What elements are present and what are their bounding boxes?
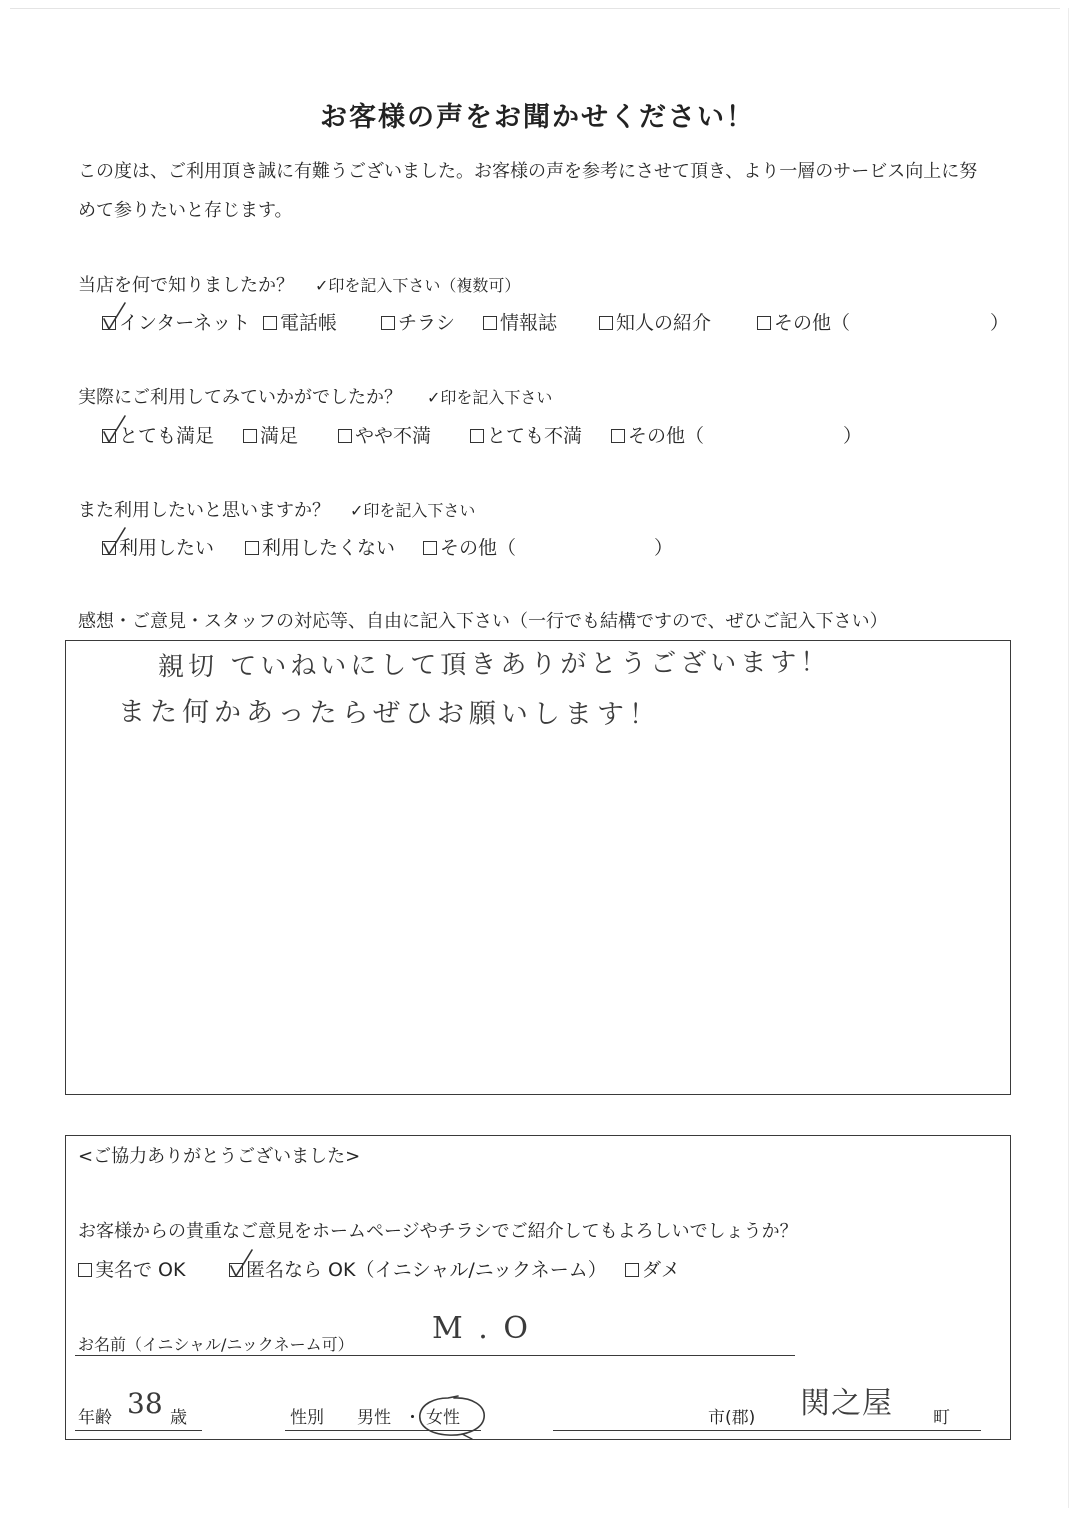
handwritten-age: 38 xyxy=(127,1387,163,1420)
comments-label: 感想・ご意見・スタッフの対応等、自由に記入下さい（一行でも結構ですので、ぜひご記入下さい） xyxy=(78,611,888,632)
option-label: その他 xyxy=(440,537,498,559)
checkbox[interactable] xyxy=(102,541,116,555)
checkbox[interactable] xyxy=(483,316,497,330)
option-label: 知人の紹介 xyxy=(616,312,712,334)
age-field-line[interactable] xyxy=(75,1430,202,1431)
option-will-not-use-again[interactable] xyxy=(245,539,395,558)
option-label: ダメ xyxy=(642,1259,681,1281)
checkbox[interactable] xyxy=(245,541,259,555)
question-1-label: 当店を何で知りましたか？ xyxy=(78,275,294,296)
checkbox[interactable] xyxy=(470,429,484,443)
option-phonebook[interactable] xyxy=(263,314,337,333)
option-label: チラシ xyxy=(398,312,456,334)
handwritten-checkmark-icon xyxy=(228,1249,254,1279)
checkbox[interactable] xyxy=(381,316,395,330)
checkbox[interactable] xyxy=(229,1263,243,1277)
option-label: 実名で OK xyxy=(95,1259,186,1281)
checkbox[interactable] xyxy=(243,429,257,443)
scan-edge xyxy=(10,8,1060,9)
option-label: 利用したい xyxy=(119,537,215,559)
handwritten-checkmark-icon xyxy=(101,415,127,445)
option-no[interactable] xyxy=(625,1261,680,1280)
checkbox[interactable] xyxy=(78,1263,92,1277)
handwritten-town: 関之屋 xyxy=(800,1386,893,1421)
option-label: その他 xyxy=(774,312,832,334)
checkbox[interactable] xyxy=(599,316,613,330)
handwritten-checkmark-icon xyxy=(101,302,127,332)
paren-open: （ xyxy=(497,537,517,559)
handwritten-circle-icon xyxy=(414,1392,490,1440)
name-label: お名前（イニシャル/ニックネーム可） xyxy=(78,1335,354,1354)
paren-close: ） xyxy=(654,537,674,559)
option-label: とても不満 xyxy=(487,425,583,447)
option-flyer[interactable] xyxy=(381,314,455,333)
city-label: 市(郡) xyxy=(708,1408,756,1428)
handwritten-comment-line-1: 親切 ていねいにして頂きありがとうございます！ xyxy=(157,647,831,683)
checkbox[interactable] xyxy=(611,429,625,443)
question-2-hint: ✓印を記入下さい xyxy=(427,388,553,407)
option-very-satisfied[interactable] xyxy=(102,427,214,446)
intro-line-1: この度は、ご利用頂き誠に有難うございました。お客様の声を参考にさせて頂き、より一層のサービス向上に努 xyxy=(78,161,978,182)
question-2-label: 実際にご利用してみていかがでしたか？ xyxy=(78,387,402,408)
name-field-line[interactable] xyxy=(75,1355,795,1356)
checkbox[interactable] xyxy=(423,541,437,555)
option-satisfied[interactable] xyxy=(243,427,298,446)
intro-line-2: めて参りたいと存じます。 xyxy=(78,200,293,221)
option-label: その他 xyxy=(628,425,686,447)
option-other[interactable] xyxy=(611,427,704,446)
paren-open: （ xyxy=(685,425,705,447)
option-very-dissatisfied[interactable] xyxy=(470,427,582,446)
page-title: お客様の声をお聞かせください！ xyxy=(320,102,755,133)
thanks-text: <ご協力ありがとうございました> xyxy=(78,1146,361,1167)
option-other[interactable] xyxy=(423,539,516,558)
checkbox[interactable] xyxy=(625,1263,639,1277)
gender-option-female[interactable]: 女性 xyxy=(426,1408,460,1428)
question-3-hint: ✓印を記入下さい xyxy=(350,501,476,520)
paren-open: （ xyxy=(831,312,851,334)
paren-close: ） xyxy=(843,425,863,447)
option-label: とても満足 xyxy=(119,425,215,447)
city-field-line[interactable] xyxy=(553,1430,981,1431)
option-will-use-again[interactable] xyxy=(102,539,214,558)
checkbox[interactable] xyxy=(338,429,352,443)
question-1-hint: ✓印を記入下さい（複数可） xyxy=(315,276,521,295)
paren-close: ） xyxy=(990,312,1010,334)
age-label: 年齢 xyxy=(78,1408,112,1428)
age-unit: 歳 xyxy=(170,1408,187,1428)
handwritten-checkmark-icon xyxy=(101,527,127,557)
option-somewhat-dissatisfied[interactable] xyxy=(338,427,431,446)
handwritten-comment-line-2: また何かあったらぜひお願いします！ xyxy=(117,696,661,731)
checkbox[interactable] xyxy=(102,316,116,330)
checkbox[interactable] xyxy=(102,429,116,443)
option-label: 電話帳 xyxy=(280,312,338,334)
gender-separator: ・ xyxy=(404,1408,421,1428)
option-real-name-ok[interactable] xyxy=(78,1261,185,1280)
option-label: 満足 xyxy=(260,425,299,447)
option-label: やや不満 xyxy=(355,425,432,447)
checkbox[interactable] xyxy=(263,316,277,330)
gender-option-male[interactable]: 男性 xyxy=(357,1408,391,1428)
checkbox[interactable] xyxy=(757,316,771,330)
option-label: 利用したくない xyxy=(262,537,396,559)
scan-edge xyxy=(1068,8,1069,1508)
gender-label: 性別 xyxy=(290,1408,324,1428)
gender-field-line xyxy=(285,1430,481,1431)
option-other[interactable] xyxy=(757,314,850,333)
option-referral[interactable] xyxy=(599,314,711,333)
option-label: インターネット xyxy=(119,312,251,334)
option-magazine[interactable] xyxy=(483,314,557,333)
option-internet[interactable] xyxy=(102,314,250,333)
handwritten-name: M . O xyxy=(432,1311,531,1346)
consent-question: お客様からの貴重なご意見をホームページやチラシでご紹介してもよろしいでしょうか？ xyxy=(78,1221,798,1242)
question-3-label: また利用したいと思いますか？ xyxy=(78,500,330,521)
option-anonymous-ok[interactable] xyxy=(229,1261,607,1280)
option-label: 情報誌 xyxy=(500,312,558,334)
option-label: 匿名なら OK（イニシャル/ニックネーム） xyxy=(246,1259,607,1281)
town-suffix: 町 xyxy=(933,1408,950,1428)
